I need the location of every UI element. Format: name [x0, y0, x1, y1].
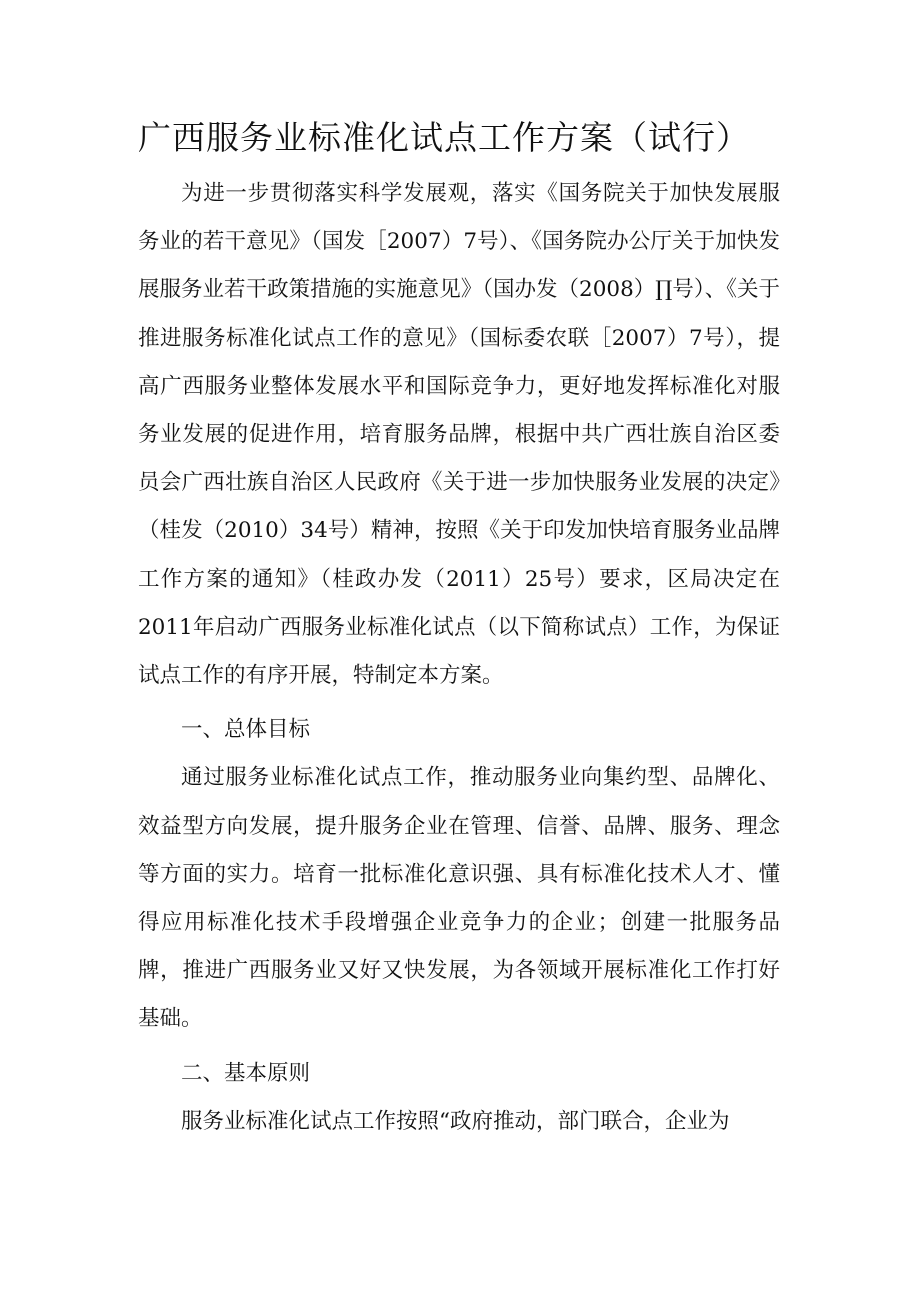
goals-paragraph: 通过服务业标准化试点工作，推动服务业向集约型、品牌化、效益型方向发展，提升服务企业在管理、信誉、品牌、服务、理念等方面的实力。培育一批标准化意识强、具有标准化技术人才、懂得应用标准化技术手段增强企业竞争力的企业；创建一批服务品牌，推进广西服务业又好又快发展，为各领域开展标准化工作打好基础。	[138, 765, 780, 1032]
document-title: 广西服务业标准化试点工作方案（试行）	[138, 118, 750, 157]
section-heading-goals: 一、总体目标	[181, 717, 311, 743]
principles-paragraph: 服务业标准化试点工作按照“政府推动，部门联合，企业为	[181, 1108, 730, 1134]
section-heading-principles: 二、基本原则	[181, 1060, 311, 1086]
document-body	[138, 170, 780, 1146]
intro-paragraph: 为进一步贯彻落实科学发展观，落实《国务院关于加快发展服务业的若干意见》（国发［2007）7号）、《国务院办公厅关于加快发展服务业若干政策措施的实施意见》（国办发（2008）∏号）、《关于推进服务标准化试点工作的意见》（国标委农联［2007）7号），提高广西服务业整体发展水平和国际竞争力，更好地发挥标准化对服务业发展的促进作用，培育服务品牌，根据中共广西壮族自治区委员会广西壮族自治区人民政府《关于进一步加快服务业发展的决定》（桂发（2010）34号）精神，按照《关于印发加快培育服务业品牌工作方案的通知》（桂政办发（2011）25号）要求，区局决定在2011年启动广西服务业标准化试点（以下简称试点）工作，为保证试点工作的有序开展，特制定本方案。	[138, 181, 780, 689]
